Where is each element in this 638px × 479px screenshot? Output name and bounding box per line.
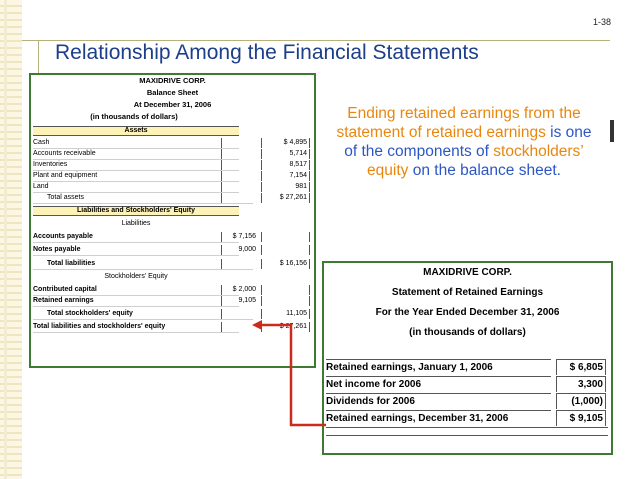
re-row-label: Net income for 2006 (326, 376, 551, 393)
re-row-label: Retained earnings, January 1, 2006 (326, 359, 551, 376)
bs-row-label: Total stockholders' equity (33, 309, 253, 320)
page-number: 1-38 (593, 17, 612, 27)
re-company: MAXIDRIVE CORP. (423, 267, 512, 278)
bs-row-label: Total liabilities (33, 259, 253, 270)
bs-row-col2: $ 27,261 (261, 322, 310, 332)
re-row-value: $ 9,105 (556, 410, 606, 426)
re-period: For the Year Ended December 31, 2006 (375, 307, 560, 318)
bs-row-col2: 981 (261, 182, 310, 192)
bs-row-label: Accounts payable (33, 232, 239, 243)
bs-row-col2: 8,517 (261, 160, 310, 170)
re-row-value: $ 6,805 (556, 359, 606, 375)
bs-row-label: Notes payable (33, 245, 239, 256)
callout-part4: on the balance sheet. (412, 162, 561, 179)
bs-row-col1: 9,000 (221, 245, 258, 255)
bs-row-col1: 9,105 (221, 296, 258, 306)
bs-row-label: Land (33, 182, 239, 193)
bs-row-col2: 5,714 (261, 149, 310, 159)
bs-date: At December 31, 2006 (133, 100, 212, 109)
callout-part2: is one of the components of (344, 124, 592, 160)
bs-units: (in thousands of dollars) (90, 112, 178, 121)
slide-title: Relationship Among the Financial Statements (55, 41, 479, 64)
re-units: (in thousands of dollars) (409, 327, 526, 338)
bs-row-col1: $ 2,000 (221, 285, 258, 295)
bs-row-label: Accounts receivable (33, 149, 239, 160)
re-row-label: Retained earnings, December 31, 2006 (326, 410, 551, 427)
bs-row-label: Inventories (33, 160, 239, 171)
bs-row-label: Total liabilities and stockholders' equity (33, 322, 239, 333)
bs-liabilities-header: Liabilities (121, 220, 151, 227)
re-row-value: 3,300 (556, 376, 606, 392)
bs-row-label: Plant and equipment (33, 171, 239, 182)
bs-row-label: Total assets (33, 193, 253, 204)
bs-row-col2: 7,154 (261, 171, 310, 181)
bs-row-label: Contributed capital (33, 285, 239, 296)
callout-part1: Ending retained earnings from the statement of retained earnings (336, 105, 581, 141)
bs-row-col2: 11,105 (261, 309, 310, 319)
bs-row-label: Retained earnings (33, 296, 239, 307)
bs-row-col2: $ 27,261 (261, 193, 310, 203)
bs-assets-header: Assets (33, 126, 239, 136)
arrow-line (260, 325, 326, 425)
bs-company: MAXIDRIVE CORP. (139, 76, 206, 85)
bs-row-col2: $ 4,895 (261, 138, 310, 148)
bs-statement-title: Balance Sheet (146, 88, 199, 97)
bs-row-col1: $ 7,156 (221, 232, 258, 242)
bs-equity-header: Stockholders' Equity (104, 273, 168, 280)
arrow-head-icon (252, 320, 262, 330)
re-statement-title: Statement of Retained Earnings (391, 287, 544, 298)
bs-row-col2: $ 16,156 (261, 259, 310, 269)
re-row-value: (1,000) (556, 393, 606, 409)
bs-liab-equity-header: Liabilities and Stockholders' Equity (33, 206, 239, 216)
re-row-label: Dividends for 2006 (326, 393, 551, 410)
callout-part3: stockholders’ equity (367, 143, 584, 179)
bs-row-label: Cash (33, 138, 239, 149)
